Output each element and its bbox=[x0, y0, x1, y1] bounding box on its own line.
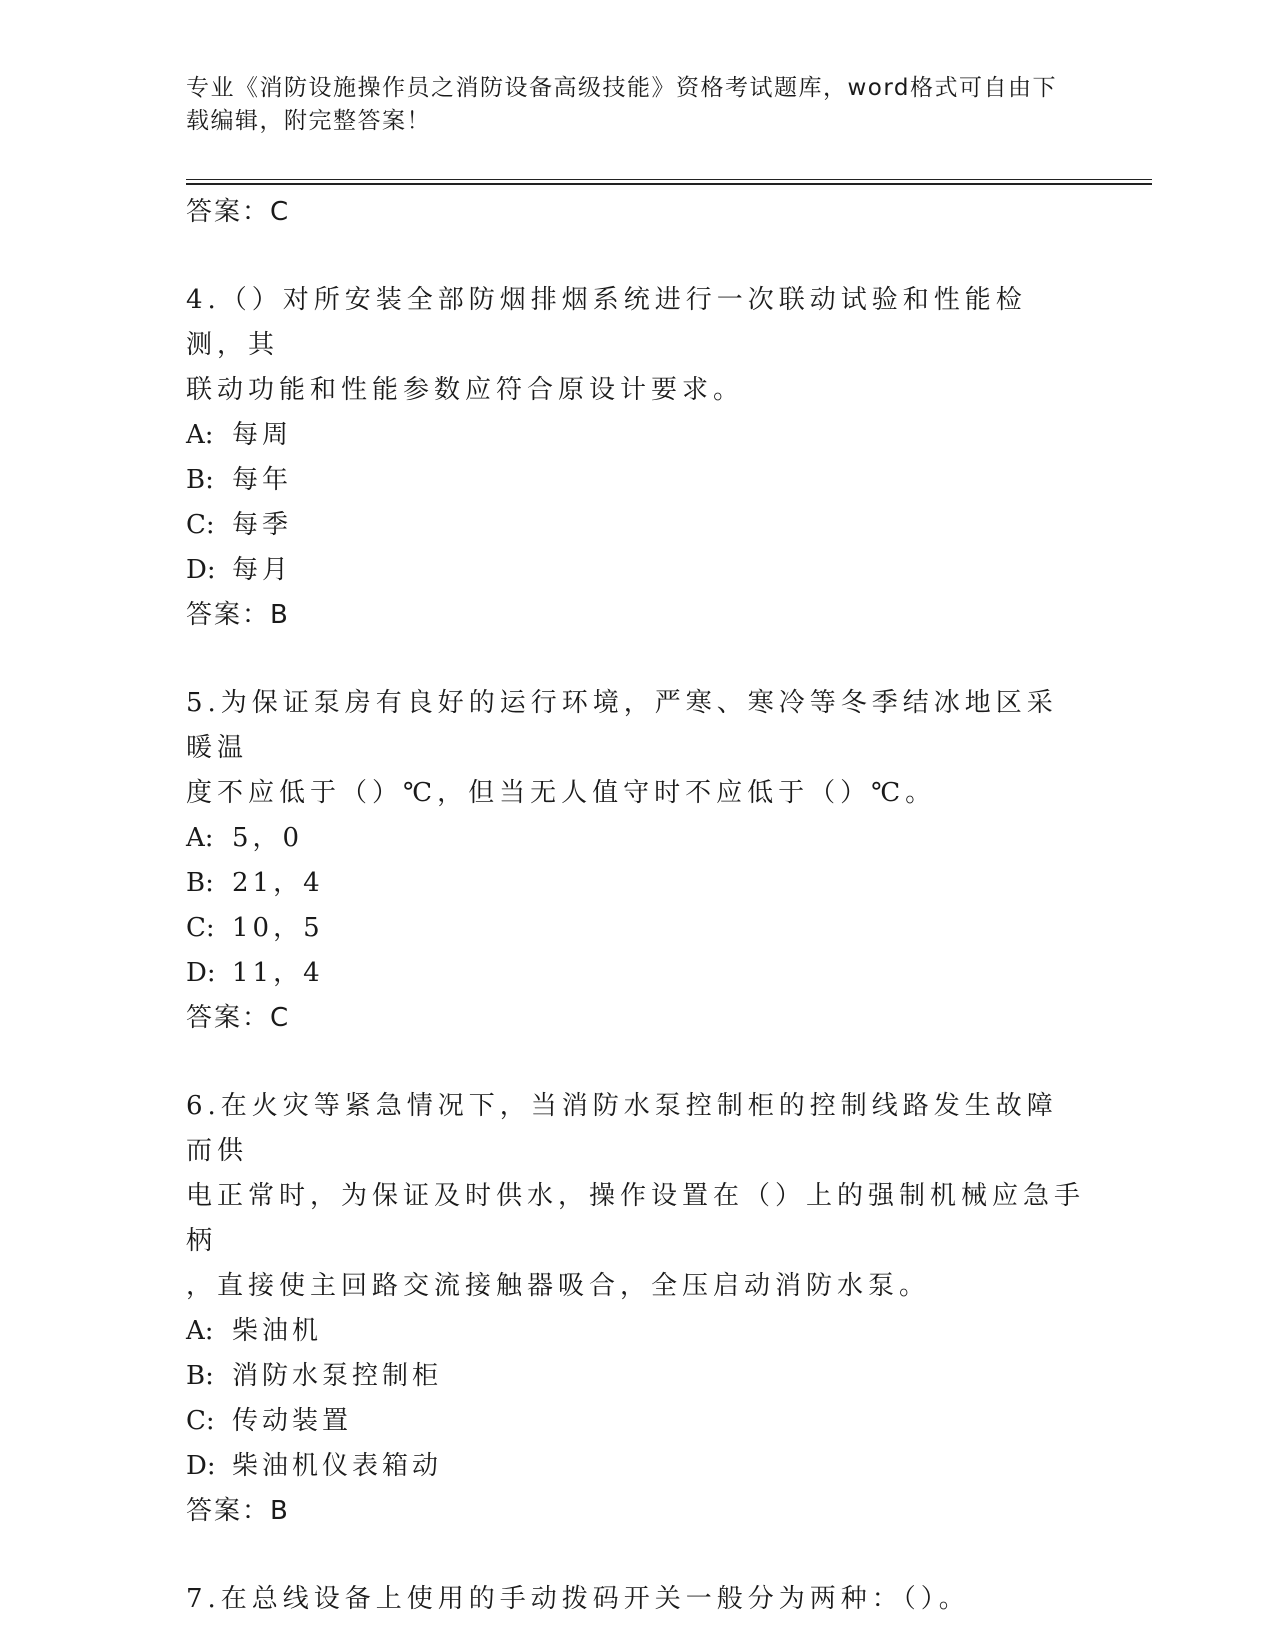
option-a bbox=[186, 413, 1086, 458]
question-5 bbox=[186, 681, 1086, 1040]
question-stem: 4.（）对所安装全部防烟排烟系统进行一次联动试验和性能检测，其 bbox=[186, 285, 1027, 360]
question-stem: 7.在总线设备上使用的手动拨码开关一般分为两种：（）。 bbox=[186, 1584, 970, 1614]
option-text: 柴油机仪表箱动 bbox=[232, 1451, 443, 1481]
question-stem: 电正常时，为保证及时供水，操作设置在（）上的强制机械应急手柄 bbox=[186, 1181, 1086, 1256]
option-text: 柴油机 bbox=[232, 1316, 323, 1346]
header-divider-top bbox=[186, 179, 1152, 180]
question-list bbox=[186, 190, 1086, 1622]
question-stem: 6.在火灾等紧急情况下，当消防水泵控制柜的控制线路发生故障而供 bbox=[186, 1091, 1058, 1166]
question-7 bbox=[186, 1577, 1086, 1622]
option-letter: C: bbox=[186, 1406, 215, 1436]
option-letter: D: bbox=[186, 958, 216, 988]
header-divider-bottom bbox=[186, 183, 1152, 185]
option-letter: A: bbox=[186, 420, 214, 450]
option-text: 传动装置 bbox=[232, 1406, 353, 1436]
question-stem: ，直接使主回路交流接触器吸合，全压启动消防水泵。 bbox=[186, 1271, 931, 1301]
option-letter: C: bbox=[186, 913, 215, 943]
answer-line: 答案：B bbox=[186, 600, 290, 630]
option-text: 5，0 bbox=[232, 823, 304, 853]
option-text: 每月 bbox=[232, 555, 293, 585]
question-stem: 联动功能和性能参数应符合原设计要求。 bbox=[186, 375, 745, 405]
option-b bbox=[186, 861, 1086, 906]
option-d bbox=[186, 1444, 1086, 1489]
option-letter: A: bbox=[186, 823, 214, 853]
document-header bbox=[186, 72, 1066, 138]
header-line-1: 专业《消防设施操作员之消防设备高级技能》资格考试题库，word格式可自由下 bbox=[186, 75, 1058, 101]
answer-line: 答案：B bbox=[186, 1496, 290, 1526]
option-b bbox=[186, 1354, 1086, 1399]
option-letter: C: bbox=[186, 510, 215, 540]
option-text: 每周 bbox=[232, 420, 293, 450]
option-text: 每年 bbox=[232, 465, 293, 495]
option-text: 11，4 bbox=[232, 958, 324, 988]
option-text: 每季 bbox=[232, 510, 293, 540]
question-6 bbox=[186, 1084, 1086, 1533]
option-letter: B: bbox=[186, 465, 214, 495]
option-d bbox=[186, 548, 1086, 593]
header-line-2: 载编辑，附完整答案！ bbox=[186, 108, 431, 134]
option-letter: D: bbox=[186, 1451, 216, 1481]
question-4 bbox=[186, 278, 1086, 637]
option-letter: B: bbox=[186, 868, 214, 898]
option-d bbox=[186, 951, 1086, 996]
option-c bbox=[186, 1399, 1086, 1444]
question-stem: 度不应低于（）℃，但当无人值守时不应低于（）℃。 bbox=[186, 778, 937, 808]
option-a bbox=[186, 1309, 1086, 1354]
answer-line: 答案：C bbox=[186, 197, 291, 227]
option-b bbox=[186, 458, 1086, 503]
option-c bbox=[186, 906, 1086, 951]
option-text: 21，4 bbox=[232, 868, 324, 898]
option-a bbox=[186, 816, 1086, 861]
option-letter: A: bbox=[186, 1316, 214, 1346]
option-text: 消防水泵控制柜 bbox=[232, 1361, 443, 1391]
answer-line: 答案：C bbox=[186, 1003, 291, 1033]
question-stem: 5.为保证泵房有良好的运行环境，严寒、寒冷等冬季结冰地区采暖温 bbox=[186, 688, 1058, 763]
option-text: 10，5 bbox=[232, 913, 324, 943]
option-c bbox=[186, 503, 1086, 548]
option-letter: B: bbox=[186, 1361, 214, 1391]
option-letter: D: bbox=[186, 555, 216, 585]
